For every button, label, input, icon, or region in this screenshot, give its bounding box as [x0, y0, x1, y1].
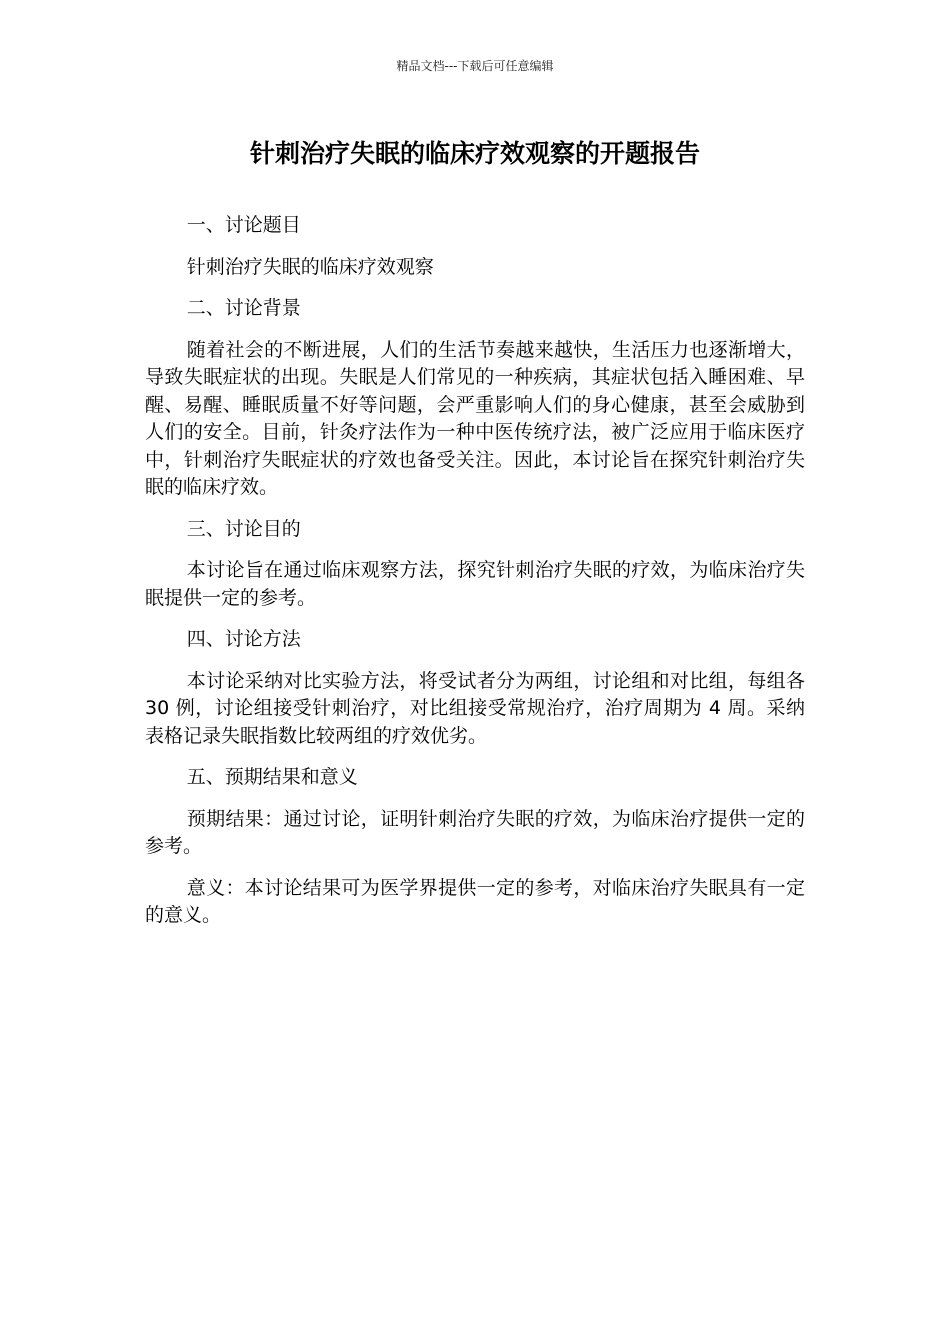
section-heading-expected: 五、预期结果和意义 — [186, 766, 358, 788]
document-title: 针刺治疗失眠的临床疗效观察的开题报告 — [249, 139, 700, 168]
section-heading-method: 四、讨论方法 — [186, 628, 301, 650]
section-paragraph-background: 随着社会的不断进展，人们的生活节奏越来越快，生活压力也逐渐增大，导致失眠症状的出现。失眠是人们常见的一种疾病，其症状包括入睡困难、早醒、易醒、睡眠质量不好等问题，会严重影响人们的身心健康，甚至会威胁到人们的安全。目前，针灸疗法作为一种中医传统疗法，被广泛应用于临床医疗中，针刺治疗失眠症状的疗效也备受关注。因此，本讨论旨在探究针刺治疗失眠的临床疗效。 — [145, 338, 805, 498]
header-note: 精品文档---下载后可任意编辑 — [396, 59, 554, 73]
section-paragraph-topic: 针刺治疗失眠的临床疗效观察 — [186, 255, 434, 278]
document-body — [145, 212, 805, 944]
section-heading-purpose: 三、讨论目的 — [186, 517, 301, 540]
section-paragraph-expected-result: 预期结果：通过讨论，证明针刺治疗失眠的疗效，为临床治疗提供一定的参考。 — [145, 807, 805, 857]
section-heading-background: 二、讨论背景 — [186, 297, 301, 319]
section-paragraph-significance: 意义：本讨论结果可为医学界提供一定的参考，对临床治疗失眠具有一定的意义。 — [145, 876, 805, 926]
section-heading-topic: 一、讨论题目 — [186, 214, 301, 236]
section-paragraph-method: 本讨论采纳对比实验方法，将受试者分为两组，讨论组和对比组，每组各 30 例，讨论组接受针刺治疗，对比组接受常规治疗，治疗周期为 4 周。采纳表格记录失眠指数比较两组的疗效优劣。 — [145, 669, 805, 747]
section-paragraph-purpose: 本讨论旨在通过临床观察方法，探究针刺治疗失眠的疗效，为临床治疗失眠提供一定的参考。 — [145, 559, 805, 609]
